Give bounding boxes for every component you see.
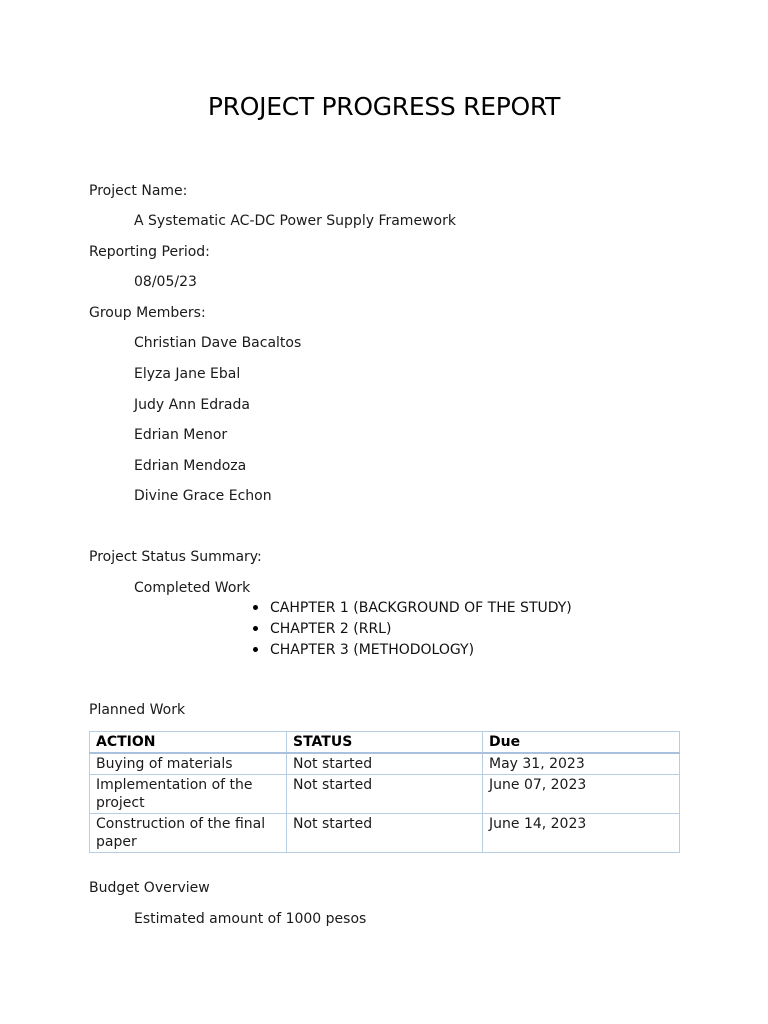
planned-work-label: Planned Work [89,702,186,718]
table-cell: Not started [287,775,483,814]
table-cell: Buying of materials [90,753,287,775]
table-header-row [90,732,680,754]
bullet-icon [253,626,258,631]
reporting-period-value: 08/05/23 [134,274,197,290]
project-name-value: A Systematic AC-DC Power Supply Framework [134,213,456,229]
table-cell: Implementation of the project [90,775,287,814]
reporting-period-label: Reporting Period: [89,244,210,260]
bullet-icon [253,647,258,652]
bullet-icon [253,605,258,610]
planned-work-table [89,731,680,853]
table-row [90,775,680,814]
budget-overview-text: Estimated amount of 1000 pesos [134,911,367,927]
column-header-action: ACTION [90,732,287,754]
page-title: PROJECT PROGRESS REPORT [207,92,561,121]
completed-work-list [249,598,572,661]
member-name: Judy Ann Edrada [134,397,250,413]
table-cell: Construction of the final paper [90,814,287,853]
budget-overview-label: Budget Overview [89,880,210,896]
list-item: CHAPTER 2 (RRL) [249,619,572,640]
table-cell: June 07, 2023 [483,775,680,814]
status-summary-label: Project Status Summary: [89,549,262,565]
member-name: Christian Dave Bacaltos [134,335,302,351]
completed-work-label: Completed Work [134,580,251,596]
group-members-label: Group Members: [89,305,206,321]
project-name-label: Project Name: [89,183,188,199]
column-header-status: STATUS [287,732,483,754]
member-name: Divine Grace Echon [134,488,272,504]
table-cell: June 14, 2023 [483,814,680,853]
table-cell: Not started [287,814,483,853]
table-cell: May 31, 2023 [483,753,680,775]
table-row [90,753,680,775]
member-name: Edrian Menor [134,427,228,443]
list-item: CAHPTER 1 (BACKGROUND OF THE STUDY) [249,598,572,619]
member-name: Elyza Jane Ebal [134,366,241,382]
member-name: Edrian Mendoza [134,458,247,474]
table-row [90,814,680,853]
list-item: CHAPTER 3 (METHODOLOGY) [249,640,572,661]
table-cell: Not started [287,753,483,775]
column-header-due: Due [483,732,680,754]
